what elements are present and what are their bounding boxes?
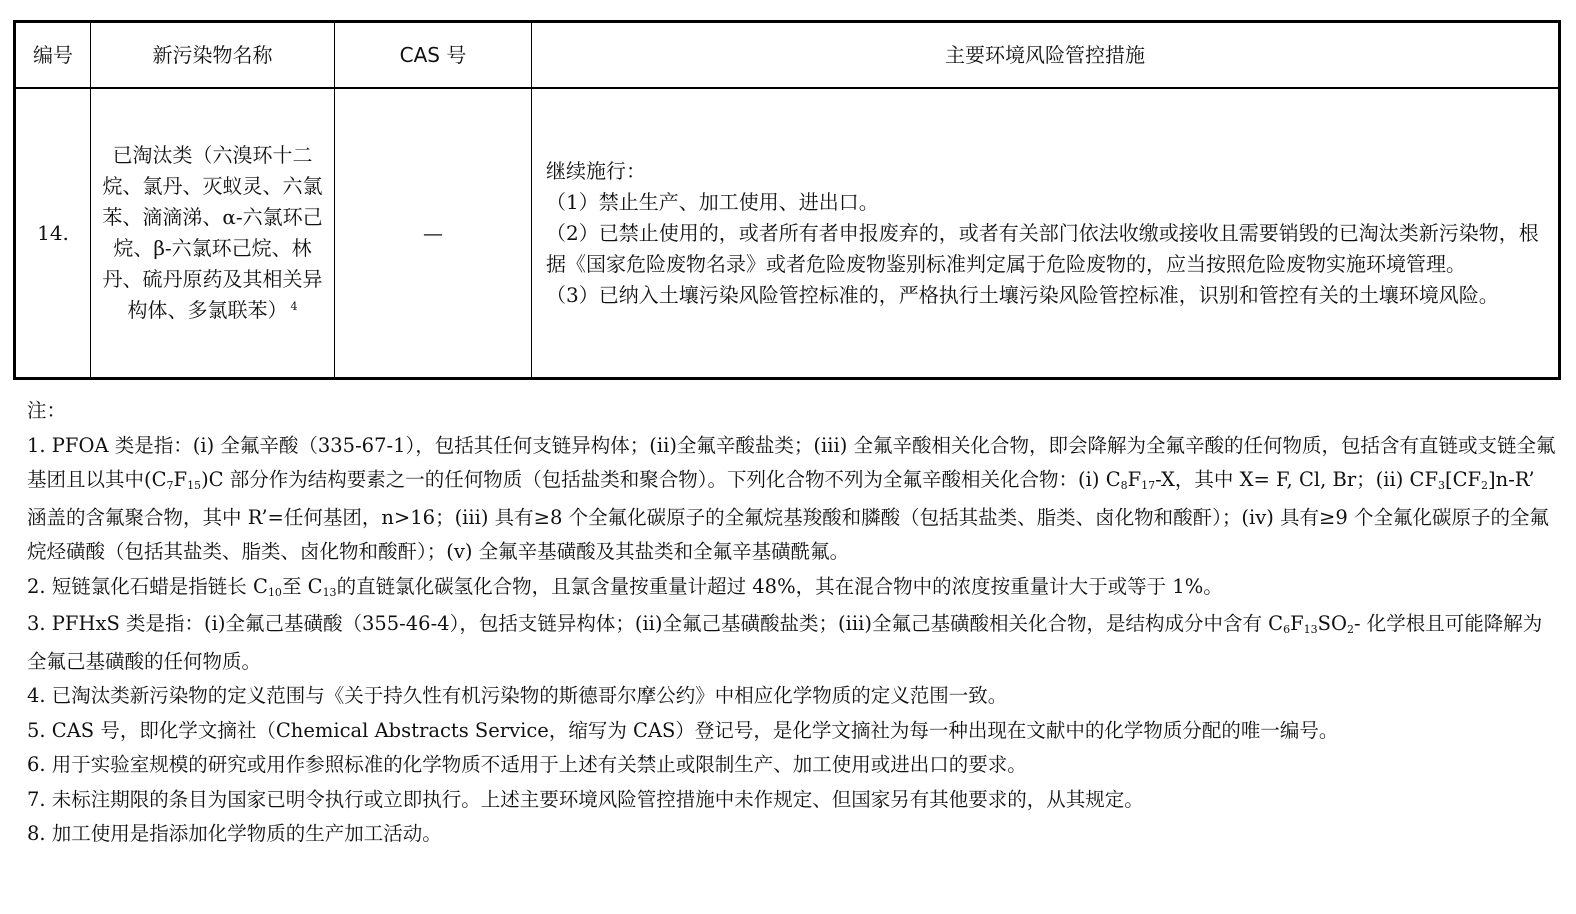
pollutant-table (13, 20, 1561, 380)
notes-section (27, 394, 1557, 852)
measure-line: （2）已禁止使用的，或者所有者申报废弃的，或者有关部门依法收缴或接收且需要销毁的已淘汰类新污染物，根据《国家危险废物名录》或者危险废物鉴别标准判定属于危险废物的，应当按照危险废物实施环境管理。 (546, 220, 1539, 276)
cas-number: — (335, 88, 532, 379)
note-5: 5. CAS 号，即化学文摘社（Chemical Abstracts Service，缩写为 CAS）登记号，是化学文摘社为每一种出现在文献中的化学物质分配的唯一编号。 (27, 718, 1339, 742)
header-measures: 主要环境风险管控措施 (532, 22, 1560, 89)
note-3: 3. PFHxS 类是指：(i)全氟己基磺酸（355-46-4），包括支链异构体；(ii)全氟己基磺酸盐类；(iii)全氟己基磺酸相关化合物，是结构成分中含有 $C_6F_{13}SO_2-$ 化学根且可能降解为全氟己基磺酸的任何物质。 (27, 612, 1543, 673)
header-number: 编号 (15, 22, 91, 89)
note-7: 7. 未标注期限的条目为国家已明令执行或立即执行。上述主要环境风险管控措施中未作规定、但国家另有其他要求的，从其规定。 (27, 787, 1144, 811)
note-6: 6. 用于实验室规模的研究或用作参照标准的化学物质不适用于上述有关禁止或限制生产、加工使用或进出口的要求。 (27, 753, 1027, 776)
header-cas: CAS 号 (335, 22, 532, 89)
table-header-row (15, 22, 1560, 89)
header-name: 新污染物名称 (91, 22, 335, 89)
measure-line: 继续施行： (546, 158, 646, 183)
note-8: 8. 加工使用是指添加化学物质的生产加工活动。 (27, 822, 442, 845)
footnote-ref: 4 (290, 300, 298, 313)
row-number: 14. (15, 88, 91, 379)
measure-line: （3）已纳入土壤污染风险管控标准的，严格执行土壤污染风险管控标准，识别和管控有关的土壤环境风险。 (546, 282, 1499, 307)
measure-line: （1）禁止生产、加工使用、进出口。 (546, 189, 879, 214)
note-2: 2. 短链氯化石蜡是指链长 $C_{10}$至 $C_{13}$的直链氯化碳氢化合物，且氯含量按重量计超过 48%，其在混合物中的浓度按重量计大于或等于 1%。 (27, 574, 1223, 599)
note-4: 4. 已淘汰类新污染物的定义范围与《关于持久性有机污染物的斯德哥尔摩公约》中相应化学物质的定义范围一致。 (27, 684, 1008, 707)
pollutant-name-cell (91, 88, 335, 379)
pollutant-name: 已淘汰类（六溴环十二烷、氯丹、灭蚁灵、六氯苯、滴滴涕、α-六氯环己烷、β-六氯环己烷、林丹、硫丹原药及其相关异构体、多氯联苯） (102, 143, 323, 322)
measures-cell (532, 88, 1560, 379)
table-row (15, 88, 1560, 379)
note-1: 1. PFOA 类是指：(i) 全氟辛酸（335-67-1），包括其任何支链异构体；(ii)全氟辛酸盐类；(iii) 全氟辛酸相关化合物，即会降解为全氟辛酸的任何物质，包括含有直链或支链全氟基团且以其中$(C_7F_{15})C$ 部分作为结构要素之一的任何物质（包括盐类和聚合物）。下列化合物不列为全氟辛酸相关化合物：(i) $C_8F_{17}-X$，其中 X= F, Cl, Br；(ii) $CF_3[CF_2]n-R$’ 涵盖的含氟聚合物，其中 R’=任何基团，n>16；(iii) 具有≥8 个全氟化碳原子的全氟烷基羧酸和膦酸（包括其盐类、脂类、卤化物和酸酐）；(iv) 具有≥9 个全氟化碳原子的全氟烷烃磺酸（包括其盐类、脂类、卤化物和酸酐）；(v) 全氟辛基磺酸及其盐类和全氟辛基磺酰氟。 (27, 433, 1556, 563)
notes-title: 注： (27, 399, 67, 422)
